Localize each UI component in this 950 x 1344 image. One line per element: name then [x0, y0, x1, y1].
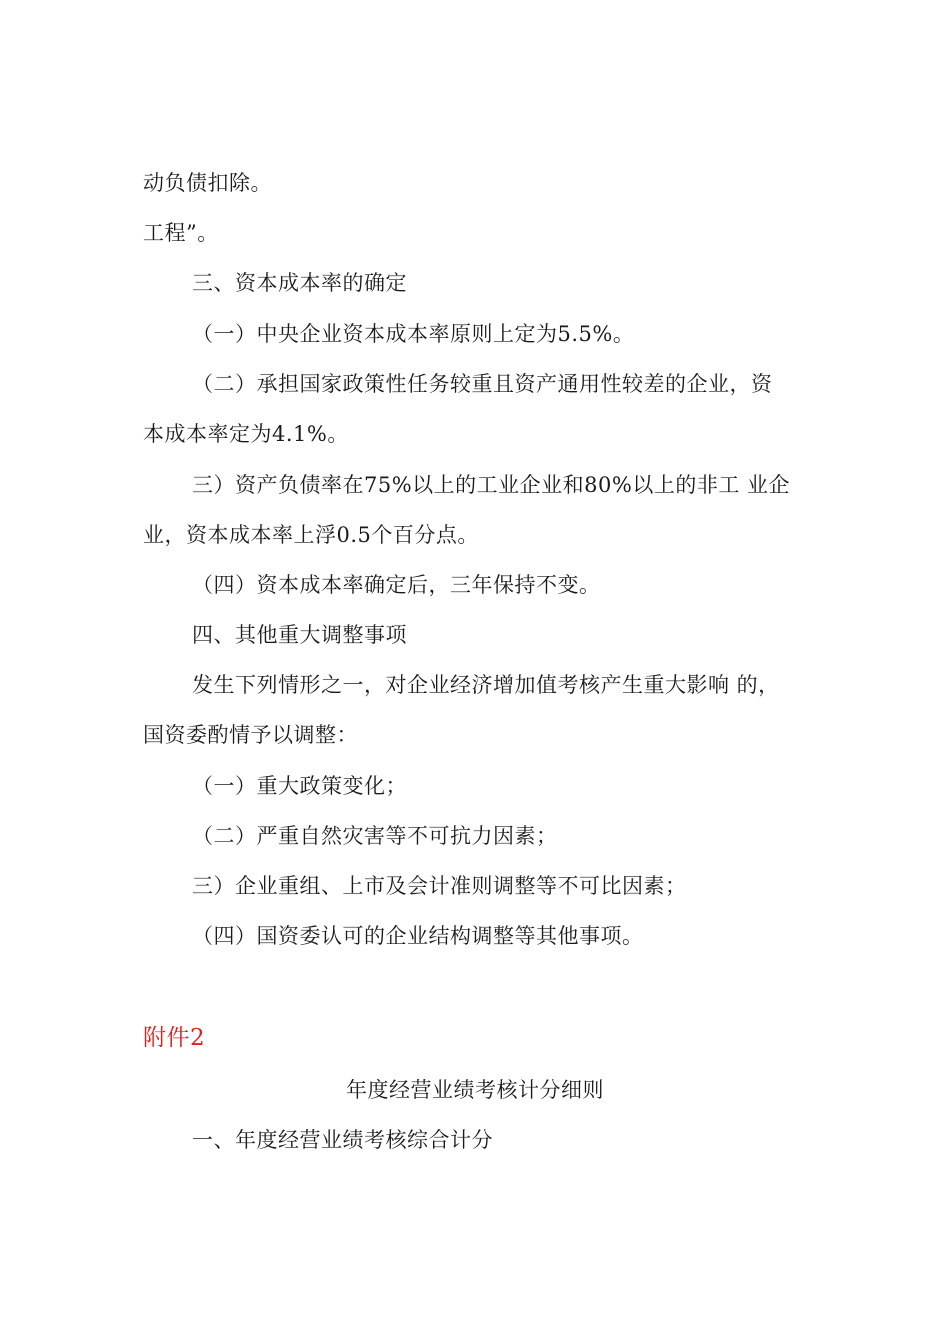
paragraph-line: 业，资本成本率上浮0.5个百分点。 [143, 523, 479, 547]
section-heading-capital-cost-rate: 三、资本成本率的确定 [192, 271, 407, 295]
paragraph-line: 动负债扣除。 [143, 171, 272, 195]
list-item: （一）重大政策变化； [192, 774, 407, 798]
attachment-label: 附件2 [143, 1025, 206, 1051]
list-item: 三）资产负债率在75%以上的工业企业和80%以上的非工 业企 [192, 473, 791, 497]
list-item: （二）承担国家政策性任务较重且资产通用性较差的企业，资 [192, 372, 773, 396]
list-item: （四）资本成本率确定后，三年保持不变。 [192, 573, 601, 597]
paragraph-line: 本成本率定为4.1%。 [143, 422, 349, 446]
paragraph-line: 国资委酌情予以调整： [143, 723, 358, 747]
attachment-section-heading: 一、年度经营业绩考核综合计分 [192, 1128, 493, 1152]
list-item: （四）国资委认可的企业结构调整等其他事项。 [192, 924, 644, 948]
list-item: 三）企业重组、上市及会计准则调整等不可比因素； [192, 874, 687, 898]
paragraph-line: 工程”。 [143, 221, 219, 245]
section-heading-other-adjustments: 四、其他重大调整事项 [192, 623, 407, 647]
list-item: （二）严重自然灾害等不可抗力因素； [192, 824, 558, 848]
paragraph-line: 发生下列情形之一，对企业经济增加值考核产生重大影响 的， [192, 673, 780, 697]
list-item: （一）中央企业资本成本率原则上定为5.5%。 [192, 322, 635, 346]
attachment-title: 年度经营业绩考核计分细则 [346, 1078, 604, 1102]
